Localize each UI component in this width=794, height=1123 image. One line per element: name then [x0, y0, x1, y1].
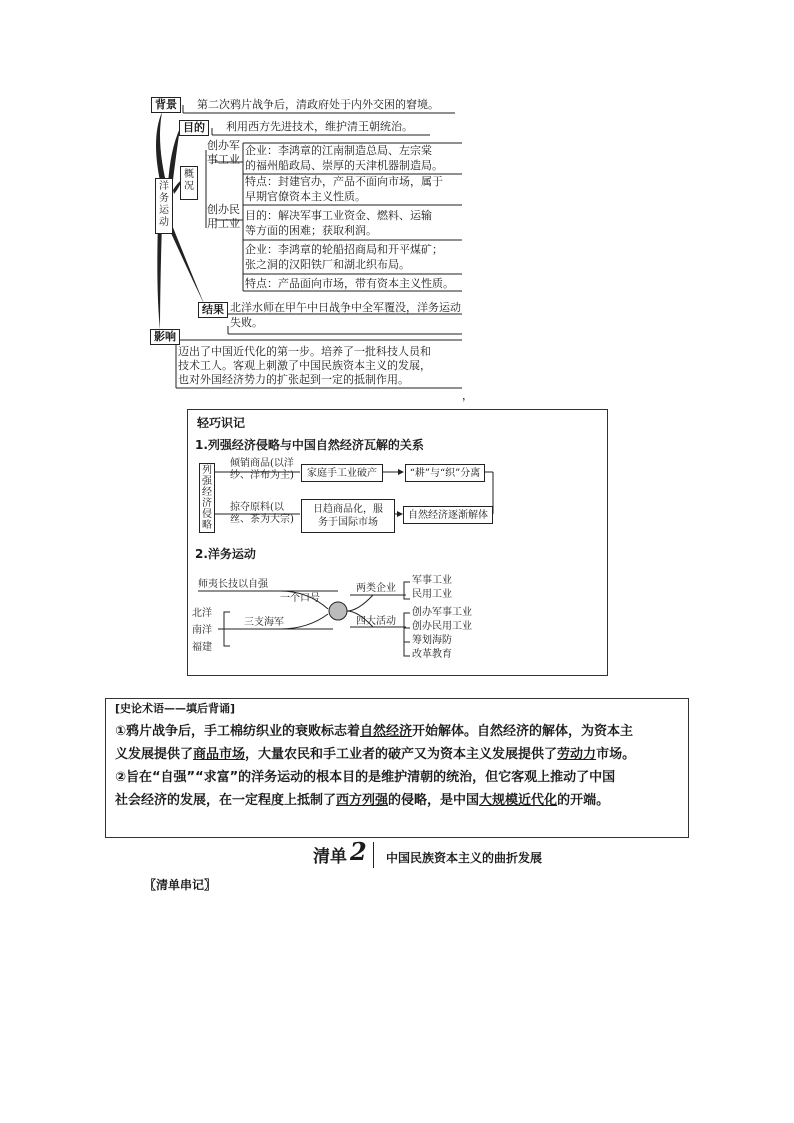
- s2-types: [412, 574, 452, 602]
- terms-p2-line1: ②旨在“自强”“求富”的洋务运动的根本目的是维护清朝的统治，但它客观上推动了中国: [115, 770, 616, 785]
- answer-blank: 劳动力: [557, 747, 597, 762]
- civil-feature: 特点：产品面向市场，带有资本主义性质。: [245, 277, 454, 290]
- text-line: 也对外国经济势力的扩张起到一定的抵制作用。: [178, 373, 409, 386]
- memory-box: [187, 409, 608, 676]
- impact-text: [178, 345, 431, 387]
- s2-activities: [412, 606, 472, 662]
- background-label: 背景: [151, 97, 181, 113]
- text-line: 企业：李鸿章的江南制造总局、左宗棠: [245, 144, 432, 157]
- text-line: 丝、茶为大宗): [230, 514, 294, 525]
- s1-vertical-label: [199, 463, 215, 533]
- text-line: 创办军: [207, 139, 240, 152]
- section2-title: 2.洋务运动: [195, 547, 256, 561]
- navy-item: 南洋: [192, 625, 212, 636]
- overview-char: 况: [184, 181, 194, 192]
- text-run: 市场。: [596, 747, 636, 762]
- s1-commercial-box: [301, 499, 395, 533]
- impact-label: 影响: [150, 329, 180, 345]
- s2-navies-list: [192, 605, 212, 656]
- memory-title: 轻巧识记: [197, 416, 246, 430]
- text-line: 掠夺原料(以: [230, 502, 284, 513]
- military-branch: [207, 139, 240, 167]
- s2-four-label: 四大活动: [356, 616, 396, 627]
- vertical-char: 侵: [202, 509, 212, 520]
- text-line: 倾销商品(以洋: [230, 458, 294, 469]
- list-divider: [373, 842, 374, 868]
- text-run: 义发展提供了: [115, 747, 194, 762]
- text-line: 创办民: [207, 203, 240, 216]
- memory-lines: [188, 410, 607, 675]
- text-line: 早期官僚资本主义性质。: [245, 190, 366, 203]
- vertical-char: 济: [202, 498, 212, 509]
- trailing-comma: ，: [462, 389, 473, 402]
- text-line: 等方面的困难；获取利润。: [245, 224, 377, 237]
- activity-item: 创办军事工业: [412, 607, 472, 618]
- text-run: 的开端。: [557, 793, 610, 808]
- s2-two-types: 两类企业: [356, 583, 396, 594]
- text-run: 开始解体。自然经济的解体，为资本主: [412, 724, 634, 739]
- list-number: 2: [350, 837, 367, 866]
- answer-blank: 西方列强: [336, 793, 389, 808]
- type-item: 民用工业: [412, 589, 452, 600]
- terms-p1-line2: [115, 743, 635, 766]
- text-line: 的福州船政局、崇厚的天津机器制造局。: [245, 159, 443, 172]
- vertical-char: 经: [202, 487, 212, 498]
- activity-item: 改革教育: [412, 649, 452, 660]
- text-run: 社会经济的发展，在一定程度上抵制了: [115, 793, 337, 808]
- text-line: 失败。: [230, 316, 263, 329]
- text-line: 特点：封建官办，产品不面向市场，属于: [245, 175, 443, 188]
- text-line: 迈出了中国近代化的第一步。培养了一批科技人员和: [178, 345, 431, 358]
- civil-enterprise: [245, 242, 443, 272]
- list-title: 中国民族资本主义的曲折发展: [386, 851, 543, 865]
- text-line: 务于国际市场: [318, 517, 378, 528]
- text-line: 纱、洋布为主): [230, 470, 294, 481]
- vertical-char: 强: [202, 476, 212, 487]
- activity-item: 创办民用工业: [412, 621, 472, 632]
- overview-char: 概: [184, 169, 194, 180]
- terms-box: [105, 698, 689, 838]
- text-line: 张之洞的汉阳铁厂和湖北织布局。: [245, 258, 410, 271]
- navy-item: 北洋: [192, 608, 212, 619]
- text-run: 的侵略，是中国: [388, 793, 480, 808]
- center-char: 洋: [159, 181, 169, 192]
- center-char: 运: [159, 205, 169, 216]
- text-line: 日趋商品化，服: [313, 504, 383, 515]
- text-line: 用工业: [207, 217, 240, 230]
- section1-title: 1.列强经济侵略与中国自然经济瓦解的关系: [195, 438, 424, 452]
- answer-blank: 商品市场: [193, 747, 246, 762]
- terms-p2-line2: [115, 789, 609, 812]
- overview-label: [180, 166, 198, 200]
- text-line: 目的：解决军事工业资金、燃料、运输: [245, 209, 432, 222]
- list-sub-label: 〖清单串记〗: [144, 878, 217, 892]
- text-line: 事工业: [207, 153, 240, 166]
- answer-blank: 大规模近代化: [479, 793, 558, 808]
- s1-collapse-box: 自然经济逐渐解体: [403, 506, 493, 524]
- answer-blank: 自然经济: [360, 724, 413, 739]
- s1-split-box: “耕”与“织”分离: [405, 464, 485, 482]
- terms-p1-line1: [115, 720, 633, 743]
- text-line: 企业：李鸿章的轮船招商局和开平煤矿；: [245, 243, 443, 256]
- text-run: ①鸦片战争后，手工棉纺织业的衰败标志着: [115, 724, 361, 739]
- civil-branch: [207, 203, 240, 231]
- s2-slogan-label: 一个口号: [280, 593, 320, 604]
- center-char: 动: [159, 217, 169, 228]
- purpose-label: 目的: [179, 120, 209, 136]
- purpose-text: 利用西方先进技术，维护清王朝统治。: [226, 120, 413, 133]
- s2-slogan-text: 师夷长技以自强: [198, 579, 268, 590]
- military-enterprise: [245, 143, 443, 173]
- s1-plunder: [230, 502, 294, 526]
- s2-navy-label: 三支海军: [244, 617, 284, 628]
- mindmap-center: [155, 178, 173, 234]
- center-char: 务: [159, 193, 169, 204]
- background-text: 第二次鸦片战争后，清政府处于内外交困的窘境。: [197, 98, 439, 111]
- civil-purpose: [245, 208, 432, 238]
- list-label: 清单: [313, 847, 347, 867]
- vertical-char: 略: [202, 520, 212, 531]
- text-line: 技术工人。客观上刺激了中国民族资本主义的发展，: [178, 359, 431, 372]
- s1-dumping: [230, 458, 294, 482]
- text-line: 北洋水师在甲午中日战争中全军覆没，洋务运动: [230, 301, 461, 314]
- text-run: ，大量农民和手工业者的破产又为资本主义发展提供了: [245, 747, 558, 762]
- vertical-char: 列: [202, 465, 212, 476]
- result-label: 结果: [198, 302, 228, 318]
- type-item: 军事工业: [412, 575, 452, 586]
- navy-item: 福建: [192, 642, 212, 653]
- military-feature: [245, 174, 443, 204]
- terms-title: [史论术语——填后背诵]: [115, 702, 236, 715]
- result-text: [230, 300, 461, 330]
- s1-handicraft-box: 家庭手工业破产: [301, 464, 383, 482]
- activity-item: 筹划海防: [412, 635, 452, 646]
